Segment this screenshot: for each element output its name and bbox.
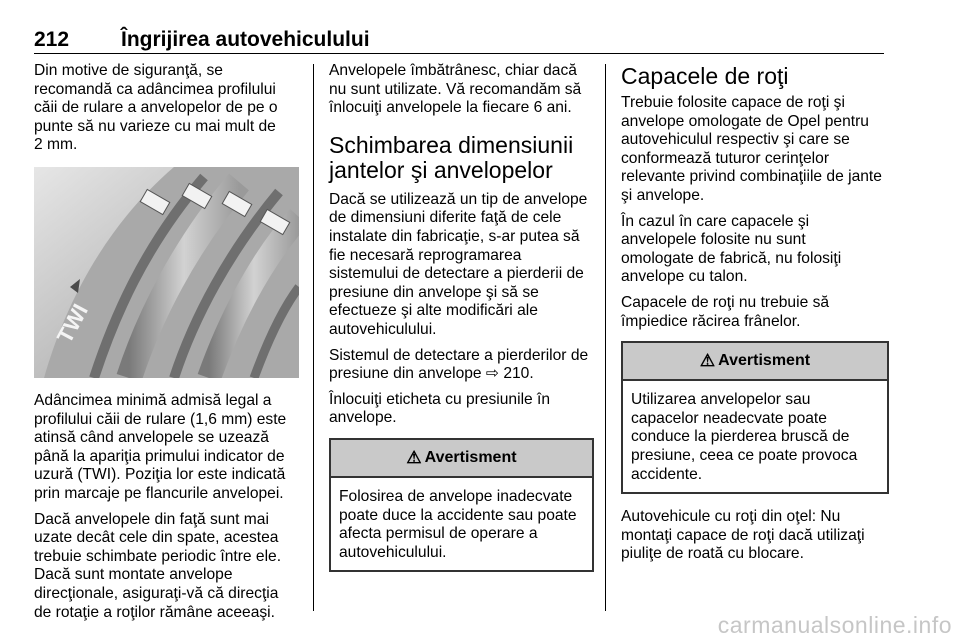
warning-triangle-icon: ⚠	[406, 447, 422, 467]
warning-header	[623, 343, 887, 381]
paragraph: Dacă anvelopele din faţă sunt mai uzate decât cele din spate, acestea trebuie schimbate periodic între ele. Dacă sunt montate anvelope direcţionale, asiguraţi-vă că direcţia de rotaţie a roţilor rămâne aceeaşi.	[34, 510, 282, 621]
warning-box	[621, 341, 889, 494]
column-left	[34, 62, 299, 629]
column-divider	[313, 64, 314, 611]
page-number: 212	[34, 28, 70, 51]
warning-text: Folosirea de anvelope inadecvate poate duce la accidente sau poate afecta permisul de operare a autovehiculului.	[339, 487, 577, 561]
warning-box	[329, 438, 594, 572]
warning-title: Avertisment	[718, 351, 811, 369]
warning-title: Avertisment	[424, 448, 517, 466]
paragraph: Anvelopele îmbătrânesc, chiar dacă nu sunt utilizate. Vă recomandăm să înlocuiţi anvelopele la fiecare 6 ani.	[329, 62, 582, 117]
paragraph: În cazul în care capacele şi anvelopele folosite nu sunt omologate de fabrică, nu folosiţi anvelope cu talon.	[621, 212, 842, 286]
paragraph: Din motive de siguranţă, se recomandă ca adâncimea profilului căii de rulare a anvelopelor de pe o punte să nu varieze cu mai mult de 2 mm.	[34, 62, 278, 154]
section-heading: Capacele de roţi	[621, 63, 789, 89]
paragraph: Trebuie folosite capace de roţi şi anvelope omologate de Opel pentru autovehiculul respectiv şi care se conformează tuturor cerinţelor relevante privind combinaţiile de jante şi anvelope.	[621, 94, 882, 204]
tire-tread-illustration	[34, 167, 299, 378]
paragraph: Înlocuiţi eticheta cu presiunile în anvelope.	[329, 390, 551, 427]
paragraph: Capacele de roţi nu trebuie să împiedice răcirea frânelor.	[621, 293, 830, 330]
column-right	[621, 62, 889, 571]
paragraph[interactable]: Sistemul de detectare a pierderilor de presiune din anvelope ⇨ 210.	[329, 346, 589, 383]
paragraph: Autovehicule cu roţi din oţel: Nu montaţi capace de roţi dacă utilizaţi piuliţe de roată cu blocare.	[621, 508, 865, 563]
paragraph: Dacă se utilizează un tip de anvelope de dimensiuni diferite faţă de cele instalate din fabricaţie, s-ar putea să fie necesară reprogramarea sistemului de detectare a pierderii de presiune din anvelope şi să se efectueze şi alte modificări ale autovehiculului.	[329, 190, 588, 338]
column-middle	[329, 62, 594, 586]
paragraph: Adâncimea minimă admisă legal a profilului căii de rulare (1,6 mm) este atinsă când anvelopele se uzează până la apariţia primului indicator de uzură (TWI). Poziţia lor este indicată prin marcaje pe flancurile anvelopei.	[34, 391, 287, 502]
warning-text: Utilizarea anvelopelor sau capacelor neadecvate poate conduce la pierderea bruscă de presiune, ceea ce poate provoca accidente.	[631, 391, 858, 483]
tire-tread-image	[34, 167, 299, 378]
watermark: carmanualsonline.info	[717, 612, 952, 638]
twi-label: TWI	[51, 299, 93, 348]
section-heading: Schimbarea dimensiunii jantelor şi anvelopelor	[329, 131, 574, 183]
page-header	[34, 28, 884, 54]
chapter-title: Îngrijirea autovehiculului	[121, 28, 370, 51]
warning-header	[331, 440, 592, 478]
column-divider	[605, 64, 606, 611]
warning-triangle-icon: ⚠	[699, 350, 716, 370]
